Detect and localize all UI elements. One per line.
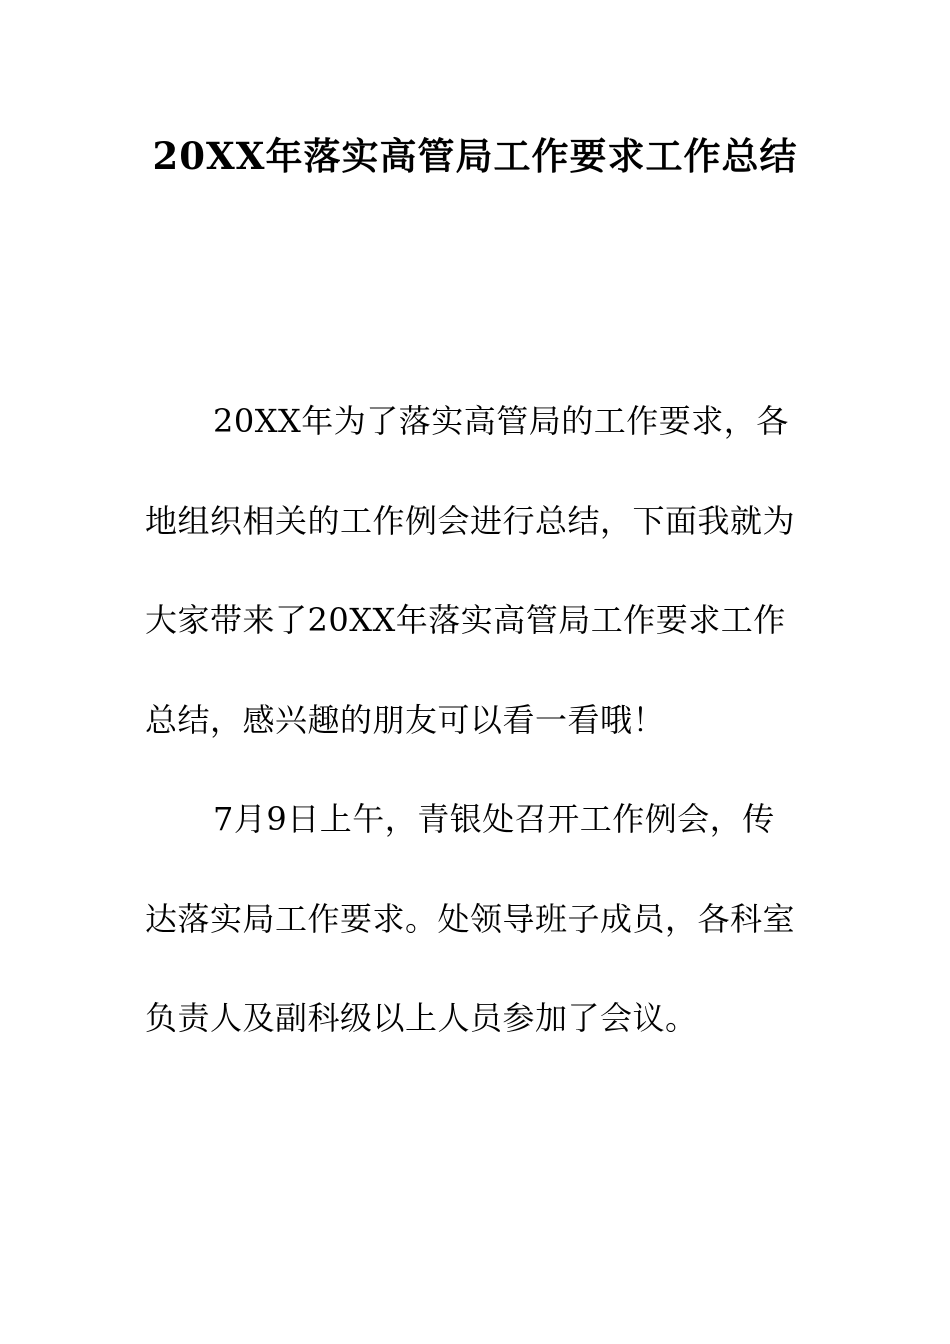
- paragraph-intro: 20XX年为了落实高管局的工作要求，各地组织相关的工作例会进行总结，下面我就为大家带来了20XX年落实高管局工作要求工作总结，感兴趣的朋友可以看一看哦！: [145, 402, 796, 739]
- paragraph-meeting: 7月9日上午，青银处召开工作例会，传达落实局工作要求。处领导班子成员，各科室负责人及副科级以上人员参加了会议。: [145, 800, 796, 1037]
- document-title: 20XX年落实高管局工作要求工作总结: [152, 134, 798, 178]
- document-body: [145, 372, 795, 1069]
